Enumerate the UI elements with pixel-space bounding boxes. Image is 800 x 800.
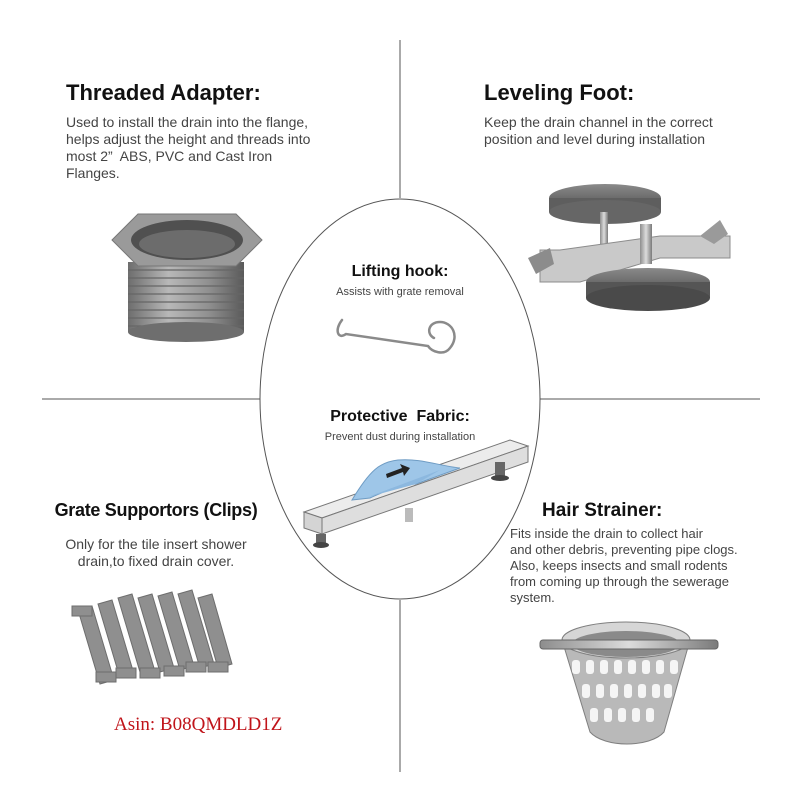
hair-strainer-desc-line: from coming up through the sewerage	[510, 574, 729, 589]
leveling-foot-description	[484, 114, 713, 148]
threaded-adapter-description	[66, 114, 310, 182]
leveling-foot-title: Leveling Foot:	[484, 80, 635, 105]
hair-strainer-title: Hair Strainer:	[542, 500, 663, 521]
threaded-adapter-desc-line: most 2” ABS, PVC and Cast Iron	[66, 148, 273, 164]
grate-supportors-desc-line: Only for the tile insert shower	[65, 536, 247, 552]
threaded-adapter-desc-line: Used to install the drain into the flange,	[66, 114, 309, 130]
threaded-adapter-desc-line: helps adjust the height and threads into	[66, 131, 311, 147]
protective-fabric-title: Protective Fabric:	[330, 408, 470, 425]
threaded-adapter-title: Threaded Adapter:	[66, 80, 261, 105]
leveling-foot-image	[528, 184, 730, 311]
grate-supportors-desc-line: drain,to fixed drain cover.	[77, 553, 235, 569]
hair-strainer-desc-line: Fits inside the drain to collect hair	[510, 526, 703, 541]
hair-strainer-desc-line: and other debris, preventing pipe clogs.	[510, 542, 738, 557]
threaded-adapter-desc-line: Flanges.	[66, 165, 120, 181]
protective-fabric-description: Prevent dust during installation	[324, 431, 476, 443]
grate-supportors-description	[32, 536, 280, 570]
lifting-hook-title: Lifting hook:	[351, 263, 449, 280]
lifting-hook-image	[338, 320, 455, 352]
grate-clips-image	[72, 590, 232, 684]
hair-strainer-image	[540, 622, 718, 744]
lifting-hook-description: Assists with grate removal	[336, 286, 464, 298]
leveling-foot-desc-line: Keep the drain channel in the correct	[484, 114, 713, 130]
hair-strainer-desc-line: Also, keeps insects and small rodents	[510, 558, 728, 573]
asin-label: Asin: B08QMDLD1Z	[114, 714, 283, 735]
hair-strainer-description	[510, 526, 738, 606]
threaded-adapter-image	[112, 214, 262, 342]
protective-fabric-image	[304, 440, 528, 548]
grate-supportors-title: Grate Supportors (Clips)	[54, 500, 258, 520]
leveling-foot-desc-line: position and level during installation	[484, 131, 706, 147]
hair-strainer-desc-line: system.	[510, 590, 555, 605]
